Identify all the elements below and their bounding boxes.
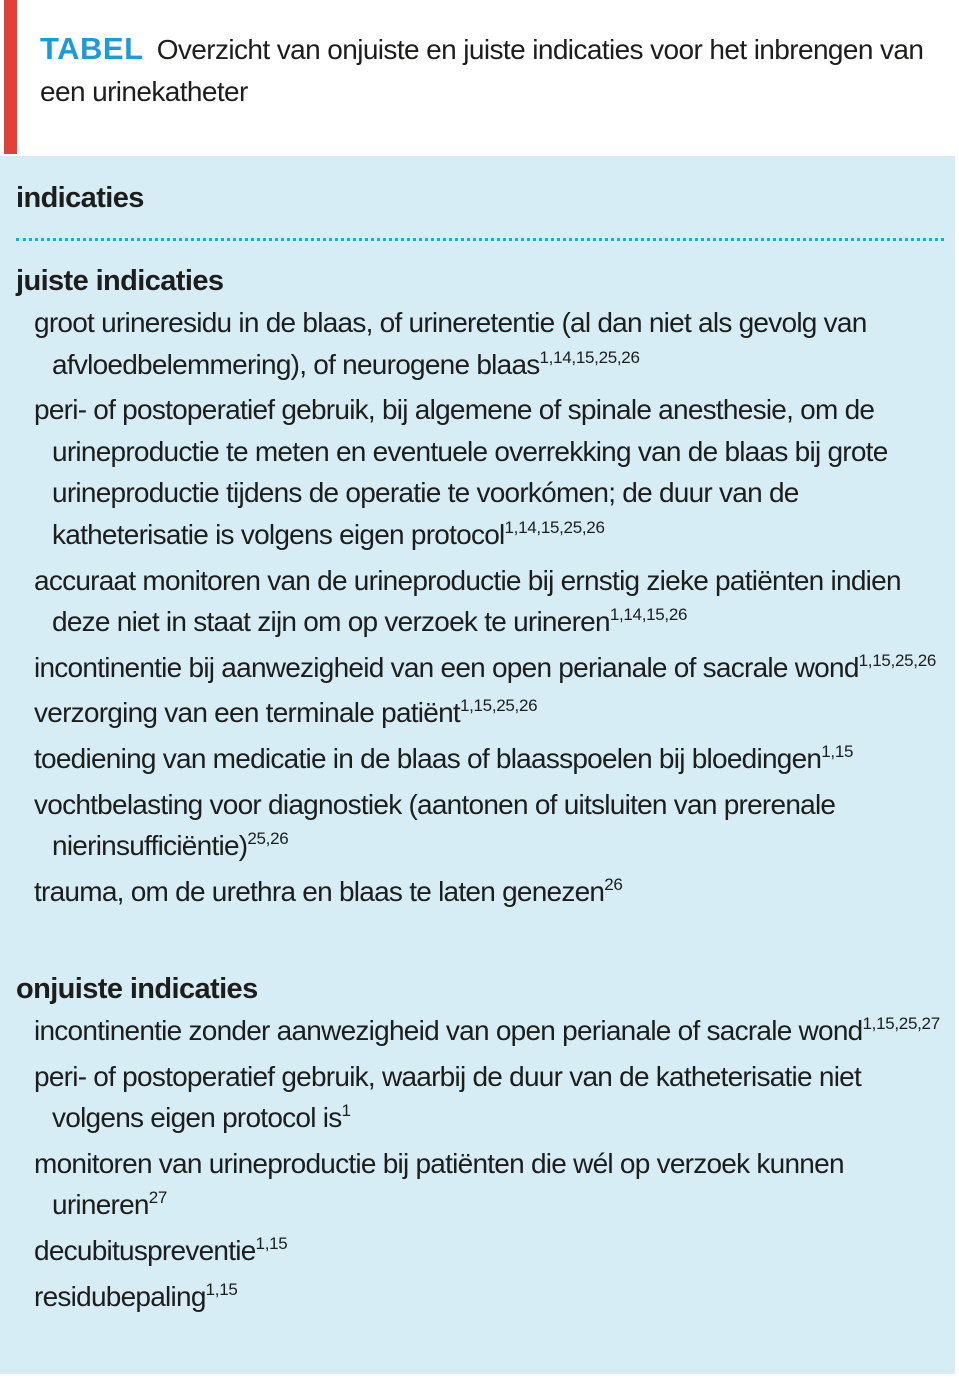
indication-item — [34, 560, 944, 647]
indication-item — [34, 1230, 944, 1276]
indication-item — [34, 647, 944, 693]
reference-superscript: 27 — [148, 1188, 168, 1208]
reference-superscript: 1,15 — [821, 741, 854, 761]
indication-text: incontinentie zonder aanwezigheid van open perianale of sacrale wond — [34, 1015, 863, 1046]
reference-superscript: 1,14,15,25,26 — [504, 517, 605, 537]
reference-superscript: 1,15,25,27 — [862, 1014, 940, 1033]
reference-superscript: 1,14,15,26 — [609, 605, 688, 625]
reference-superscript: 1,14,15,25,26 — [539, 347, 640, 367]
indication-item — [34, 1276, 944, 1322]
indication-text: trauma, om de urethra en blaas te laten genezen — [34, 875, 605, 907]
indication-text: accuraat monitoren van de urineproductie bij ernstig zieke patiënten indien deze niet in staat zijn om op verzoek te urineren — [34, 564, 901, 638]
dotted-divider — [16, 238, 944, 241]
indication-item — [34, 871, 944, 917]
indication-text: residubepaling — [34, 1280, 206, 1312]
table-caption — [40, 28, 940, 113]
item-list-juiste — [34, 302, 944, 916]
indication-text: peri- of postoperatief gebruik, waarbij de duur van de katheterisatie niet volgens eigen protocol is — [34, 1060, 862, 1134]
accent-bar — [4, 0, 17, 154]
indication-text: monitoren van urineproductie bij patiënten die wél op verzoek kunnen urineren — [34, 1147, 844, 1221]
indication-item — [34, 1010, 944, 1056]
caption-label: TABEL — [40, 31, 144, 66]
indication-text: incontinentie bij aanwezigheid van een open perianale of sacrale wond — [34, 651, 859, 683]
indication-item — [34, 1143, 944, 1230]
indication-item — [34, 738, 944, 784]
reference-superscript: 1 — [341, 1101, 351, 1121]
indication-item — [34, 1056, 944, 1143]
column-header: indicaties — [16, 182, 144, 214]
indication-text: peri- of postoperatief gebruik, bij algemene of spinale anesthesie, om de urineproductie te meten en eventuele overrekking van de blaas bij grote urineproductie tijdens de operatie te voorkómen; de duur van de katheterisatie is volgens eigen protocol — [34, 394, 888, 550]
reference-superscript: 1,15,25,26 — [858, 650, 937, 670]
reference-superscript: 1,15 — [205, 1279, 238, 1299]
section-heading-onjuiste: onjuiste indicaties — [16, 973, 258, 1005]
indication-text: decubituspreventie — [34, 1234, 256, 1266]
indication-item — [34, 302, 944, 389]
reference-superscript: 25,26 — [247, 829, 289, 849]
indication-item — [34, 692, 944, 738]
reference-superscript: 26 — [604, 874, 623, 894]
caption-title: Overzicht van onjuiste en juiste indicaties voor het inbrengen van een urinekatheter — [40, 34, 924, 107]
indication-text: toediening van medicatie in de blaas of blaasspoelen bij bloedingen — [34, 742, 822, 774]
indication-text: vochtbelasting voor diagnostiek (aantonen of uitsluiten van prerenale nierinsufficiëntie) — [34, 788, 836, 862]
item-list-onjuiste — [34, 1010, 944, 1321]
indication-text: verzorging van een terminale patiënt — [34, 697, 460, 729]
reference-superscript: 1,15 — [255, 1233, 288, 1253]
indication-item — [34, 389, 944, 559]
indication-text: groot urineresidu in de blaas, of urineretentie (al dan niet als gevolg van afvloedbelemmering), of neurogene blaas — [34, 307, 867, 380]
reference-superscript: 1,15,25,26 — [459, 696, 538, 716]
indication-item — [34, 784, 944, 871]
section-heading-juiste: juiste indicaties — [16, 265, 224, 297]
